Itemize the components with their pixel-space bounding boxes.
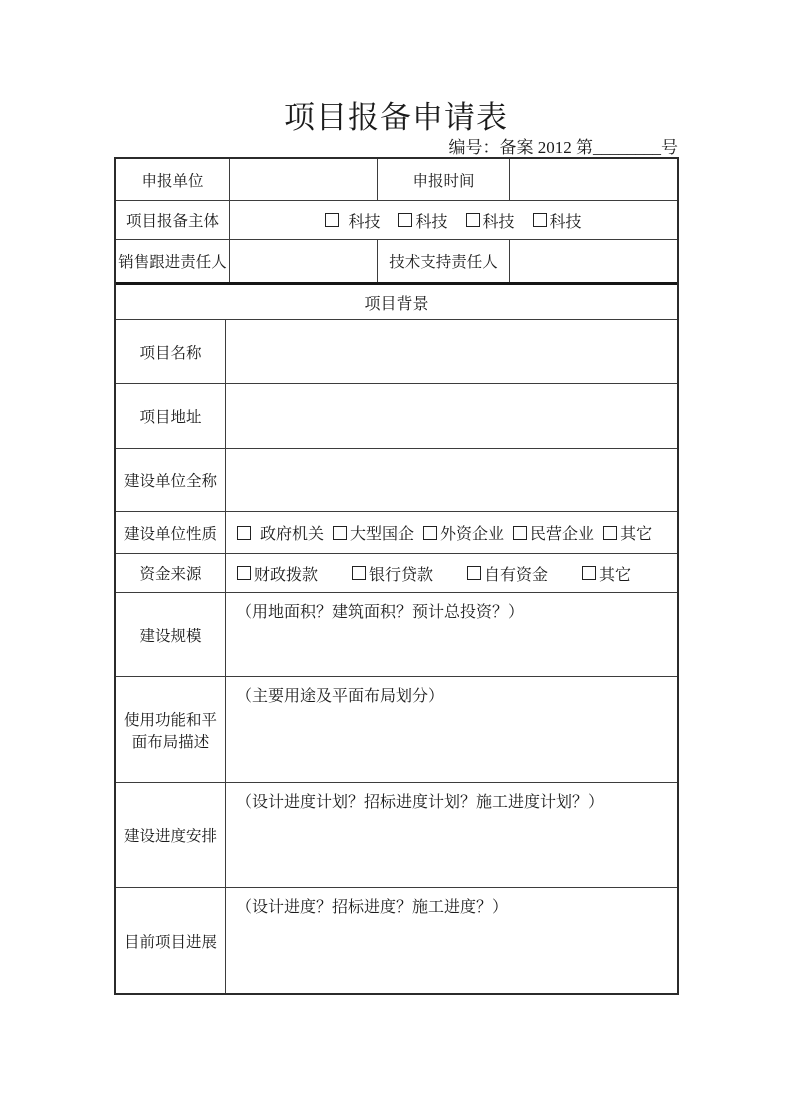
- function-layout-content[interactable]: [226, 677, 677, 782]
- declare-unit-label: 申报单位: [116, 159, 230, 200]
- funding-source-options: [226, 554, 677, 592]
- row-project-address: [116, 384, 677, 449]
- construction-unit-name-label: 建设单位全称: [116, 449, 226, 511]
- option-tech-4[interactable]: 科技: [533, 209, 582, 232]
- declare-unit-value[interactable]: [230, 159, 378, 200]
- checkbox-icon[interactable]: [513, 526, 527, 540]
- row-construction-unit-name: [116, 449, 677, 512]
- sales-follow-up-value[interactable]: [230, 240, 378, 282]
- checkbox-icon[interactable]: [237, 526, 251, 540]
- hint-text: （设计进度计划？招标进度计划？施工进度计划？）: [236, 794, 605, 811]
- page-title: 项目报备申请表: [284, 100, 508, 135]
- funding-source-label: 资金来源: [116, 554, 226, 592]
- checkbox-icon[interactable]: [333, 526, 347, 540]
- construction-schedule-label: 建设进度安排: [116, 783, 226, 887]
- application-form-table: [114, 157, 679, 995]
- current-progress-label: 目前项目进展: [116, 888, 226, 993]
- checkbox-icon[interactable]: [533, 213, 547, 227]
- construction-unit-nature-options: [226, 512, 677, 553]
- checkbox-icon[interactable]: [603, 526, 617, 540]
- checkbox-icon[interactable]: [423, 526, 437, 540]
- checkbox-icon[interactable]: [398, 213, 412, 227]
- checkbox-icon[interactable]: [325, 213, 339, 227]
- declare-time-label: 申报时间: [378, 159, 510, 200]
- project-name-value[interactable]: [226, 320, 677, 383]
- construction-schedule-content[interactable]: [226, 783, 677, 887]
- row-funding-source: [116, 554, 677, 593]
- construction-scale-content[interactable]: [226, 593, 677, 676]
- option-government-agency[interactable]: 政府机关: [237, 521, 324, 544]
- construction-scale-label: 建设规模: [116, 593, 226, 676]
- row-function-layout: [116, 677, 677, 783]
- row-construction-unit-nature: [116, 512, 677, 554]
- option-tech-1[interactable]: 科技: [325, 209, 380, 232]
- option-fiscal-allocation[interactable]: 财政拨款: [237, 562, 318, 585]
- checkbox-icon[interactable]: [237, 566, 251, 580]
- current-progress-content[interactable]: [226, 888, 677, 993]
- checkbox-icon[interactable]: [467, 566, 481, 580]
- option-funding-other[interactable]: 其它: [582, 562, 631, 585]
- option-own-funds[interactable]: 自有资金: [467, 562, 548, 585]
- checkbox-icon[interactable]: [582, 566, 596, 580]
- project-address-label: 项目地址: [116, 384, 226, 448]
- project-name-label: 项目名称: [116, 320, 226, 383]
- row-construction-scale: [116, 593, 677, 677]
- option-tech-2[interactable]: 科技: [398, 209, 447, 232]
- option-foreign-enterprise[interactable]: 外资企业: [423, 521, 504, 544]
- row-declare: [116, 159, 677, 201]
- row-project-name: [116, 320, 677, 384]
- project-background-header: 项目背景: [364, 295, 429, 313]
- option-private-enterprise[interactable]: 民营企业: [513, 521, 594, 544]
- row-filing-subject: [116, 201, 677, 240]
- option-bank-loan[interactable]: 银行贷款: [352, 562, 433, 585]
- tech-support-label: 技术支持责任人: [378, 240, 510, 282]
- checkbox-icon[interactable]: [466, 213, 480, 227]
- tech-support-value[interactable]: [510, 240, 677, 282]
- hint-text: （用地面积？建筑面积？预计总投资？）: [236, 604, 525, 621]
- declare-time-value[interactable]: [510, 159, 677, 200]
- hint-text: （主要用途及平面布局划分）: [236, 688, 445, 705]
- hint-text: （设计进度？招标进度？施工进度？）: [236, 899, 509, 916]
- code-number-line: 编号：备案 2012 第________号: [448, 138, 678, 157]
- construction-unit-nature-label: 建设单位性质: [116, 512, 226, 553]
- option-nature-other[interactable]: 其它: [603, 521, 652, 544]
- filing-subject-label: 项目报备主体: [116, 201, 230, 239]
- row-section-header: [116, 285, 677, 320]
- row-responsible-persons: [116, 240, 677, 285]
- construction-unit-name-value[interactable]: [226, 449, 677, 511]
- checkbox-icon[interactable]: [352, 566, 366, 580]
- option-tech-3[interactable]: 科技: [466, 209, 515, 232]
- row-current-progress: [116, 888, 677, 993]
- row-construction-schedule: [116, 783, 677, 888]
- project-address-value[interactable]: [226, 384, 677, 448]
- function-layout-label: 使用功能和平面布局描述: [116, 677, 226, 782]
- filing-subject-options: [230, 201, 677, 239]
- sales-follow-up-label: 销售跟进责任人: [116, 240, 230, 282]
- option-large-soe[interactable]: 大型国企: [333, 521, 414, 544]
